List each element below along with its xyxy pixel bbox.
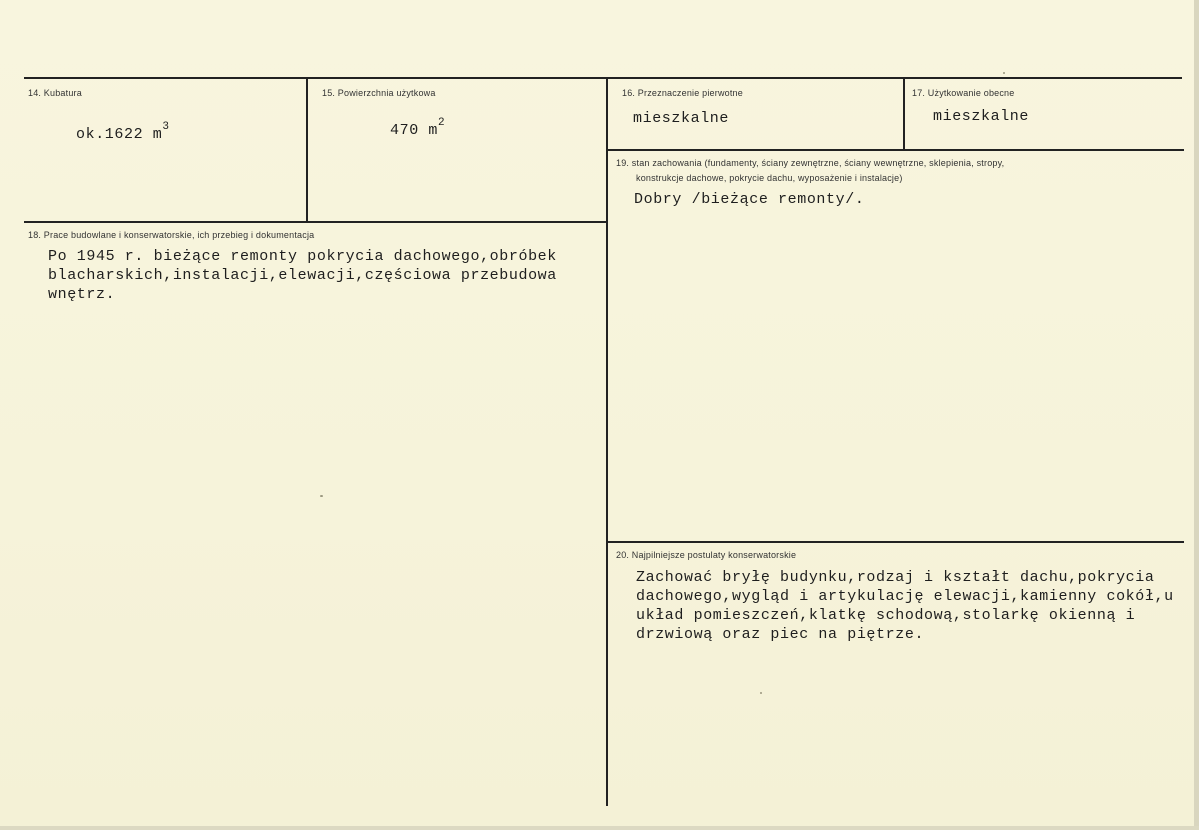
divider-16-17 — [903, 78, 905, 150]
rule-above-20 — [607, 541, 1184, 543]
field-20-label: 20. Najpilniejsze postulaty konserwatorskie — [616, 550, 797, 560]
card-bottom-edge — [0, 826, 1199, 830]
field-18-line: wnętrz. — [48, 286, 116, 303]
field-17-label: 17. Użytkowanie obecne — [912, 88, 1015, 98]
field-19-label-line1: 19. stan zachowania (fundamenty, ściany zewnętrzne, ściany wewnętrzne, sklepienia, stropy, — [616, 158, 1005, 168]
field-19-value: Dobry /bieżące remonty/. — [634, 191, 865, 208]
paper-speck — [320, 495, 323, 497]
rule-under-14-15 — [24, 221, 606, 223]
field-15-text: 470 m — [390, 122, 439, 139]
field-16-value: mieszkalne — [633, 110, 730, 127]
field-14-label: 14. Kubatura — [28, 88, 82, 98]
field-15-label: 15. Powierzchnia użytkowa — [322, 88, 436, 98]
field-15-superscript: 2 — [438, 117, 446, 129]
field-17-value: mieszkalne — [933, 108, 1030, 125]
field-18-line: Po 1945 r. bieżące remonty pokrycia dachowego,obróbek — [48, 248, 557, 265]
field-18-text — [48, 247, 557, 304]
field-14-text: ok.1622 m — [76, 126, 163, 143]
card-right-edge — [1194, 0, 1199, 830]
field-20-line: Zachować bryłę budynku,rodzaj i kształt dachu,pokrycia — [636, 569, 1155, 586]
divider-14-15 — [306, 78, 308, 222]
field-18-line: blacharskich,instalacji,elewacji,częściowa przebudowa — [48, 267, 557, 284]
field-16-label: 16. Przeznaczenie pierwotne — [622, 88, 743, 98]
center-divider — [606, 78, 608, 806]
rule-under-16-17 — [607, 149, 1184, 151]
field-20-line: dachowego,wygląd i artykulację elewacji,kamienny cokół,u — [636, 588, 1174, 605]
field-20-line: układ pomieszczeń,klatkę schodową,stolarkę okienną i — [636, 607, 1136, 624]
field-20-text — [636, 568, 1174, 644]
field-20-line: drzwiową oraz piec na piętrze. — [636, 626, 925, 643]
field-14-superscript: 3 — [162, 121, 170, 133]
paper-speck — [1003, 72, 1005, 74]
field-15-value — [390, 117, 446, 139]
paper-speck — [760, 692, 762, 694]
field-19-label-line2: konstrukcje dachowe, pokrycie dachu, wyposażenie i instalacje) — [636, 173, 903, 183]
field-18-label: 18. Prace budowlane i konserwatorskie, ich przebieg i dokumentacja — [28, 230, 315, 240]
field-14-value — [76, 121, 170, 143]
top-rule — [24, 77, 1182, 79]
